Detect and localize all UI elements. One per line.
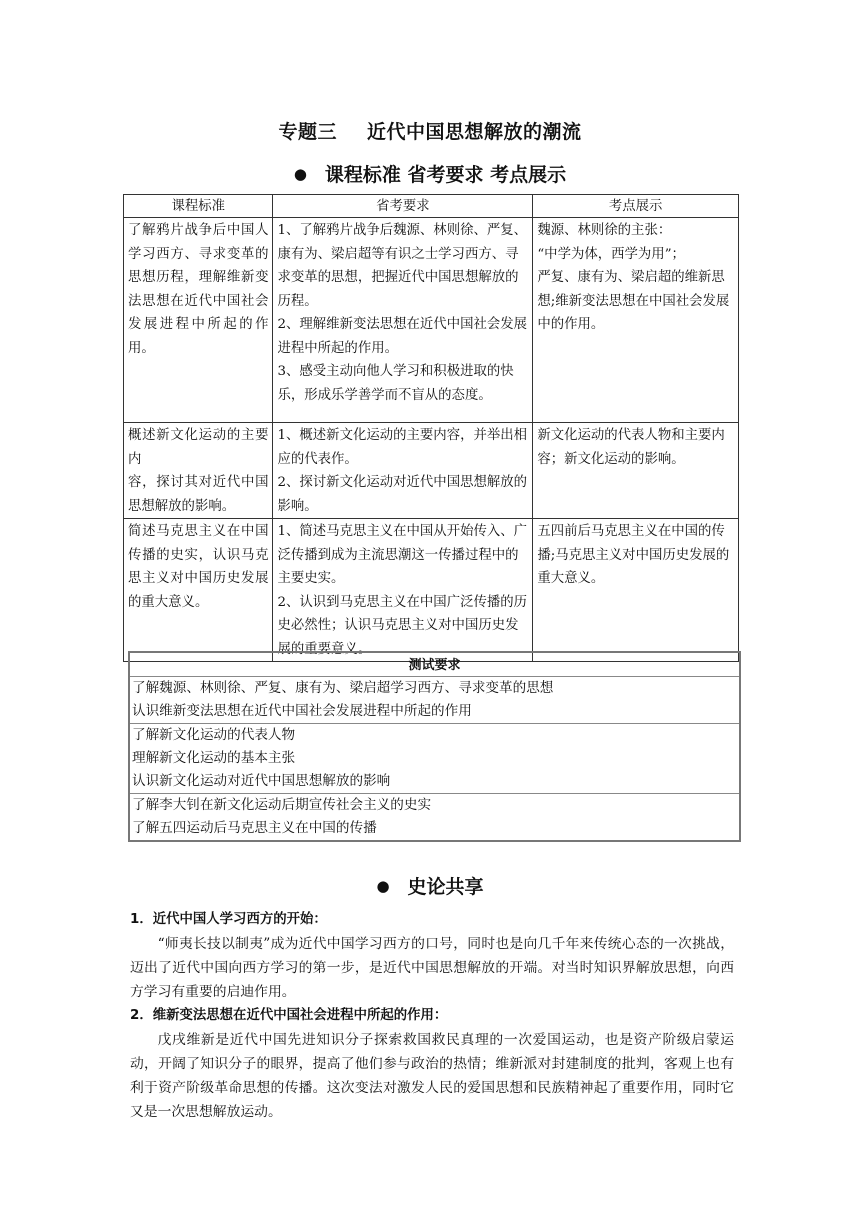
standards-table <box>123 194 739 662</box>
test-group-cell <box>129 677 740 724</box>
column-header: 省考要求 <box>273 195 533 218</box>
section-heading-standards <box>0 160 860 187</box>
requirement-item: 2、理解维新变法思想在近代中国社会发展进程中所起的作用。 <box>277 317 528 356</box>
point-item: 五四前后马克思主义在中国的传播;马克思主义对中国历史发展的重大意义。 <box>537 524 730 586</box>
standard-cell: 了解鸦片战争后中国人学习西方、寻求变革的思想历程，理解维新变法思想在近代中国社会发展进程中所起的作用。 <box>124 218 273 423</box>
table-header-row <box>129 652 740 677</box>
table-header-row <box>124 195 739 218</box>
table-row <box>124 218 739 423</box>
table-row <box>124 519 739 662</box>
test-item: 认识维新变法思想在近代中国社会发展进程中所起的作用 <box>132 703 472 719</box>
column-header: 考点展示 <box>533 195 739 218</box>
table-row <box>124 423 739 519</box>
standard-cell: 简述马克思主义在中国传播的史实，认识马克思主义对中国历史发展的重大意义。 <box>124 519 273 662</box>
table-row <box>129 677 740 724</box>
requirement-item: 1、概述新文化运动的主要内容，并举出相应的代表作。 <box>277 428 528 467</box>
test-group-cell <box>129 794 740 842</box>
section-heading-discussion <box>0 872 860 899</box>
requirement-item: 1、了解鸦片战争后魏源、林则徐、严复、康有为、梁启超等有识之士学习西方、寻求变革的思想，把握近代中国思想解放的历程。 <box>277 223 528 309</box>
standard-cell <box>124 423 273 519</box>
discussion-heading: 2．维新变法思想在近代中国社会进程中所起的作用： <box>130 1008 448 1023</box>
discussion-heading: 1．近代中国人学习西方的开始： <box>130 912 327 927</box>
discussion-section <box>130 908 734 1124</box>
table-row <box>129 724 740 794</box>
column-header: 课程标准 <box>124 195 273 218</box>
point-item: 魏源、林则徐的主张： <box>537 223 672 238</box>
bullet-icon: ● <box>376 877 390 895</box>
title-part2: 近代中国思想解放的潮流 <box>367 121 582 143</box>
standard-line: 概述新文化运动的主要内 <box>128 428 269 467</box>
point-item: “中学为体，西学为用”； <box>537 246 685 262</box>
requirements-cell <box>273 519 533 662</box>
test-item: 理解新文化运动的基本主张 <box>132 750 296 766</box>
test-requirements-table <box>128 651 741 842</box>
test-item: 了解李大钊在新文化运动后期宣传社会主义的史实 <box>132 797 432 813</box>
points-cell <box>533 519 739 662</box>
requirements-cell <box>273 423 533 519</box>
requirement-item: 1、简述马克思主义在中国从开始传入、广泛传播到成为主流思潮这一传播过程中的主要史实。 <box>277 524 528 586</box>
section-heading-text: 课程标准 省考要求 考点展示 <box>324 164 567 186</box>
standard-line: 容，探讨其对近代中国思想解放的影响。 <box>128 475 269 514</box>
bullet-icon: ● <box>293 165 307 183</box>
test-item: 了解五四运动后马克思主义在中国的传播 <box>132 820 377 836</box>
points-cell <box>533 218 739 423</box>
point-item: 新文化运动的代表人物和主要内容；新文化运动的影响。 <box>537 428 725 467</box>
title-part1: 专题三 <box>278 121 337 143</box>
discussion-paragraph: 戊戌维新是近代中国先进知识分子探索救国救民真理的一次爱国运动，也是资产阶级启蒙运动，开阔了知识分子的眼界，提高了他们参与政治的热情；维新派对封建制度的批判，客观上也有利于资产阶级革命思想的传播。这次变法对激发人民的爱国思想和民族精神起了重要作用，同时它又是一次思想解放运动。 <box>130 1032 734 1120</box>
test-item: 了解魏源、林则徐、严复、康有为、梁启超学习西方、寻求变革的思想 <box>132 680 554 696</box>
test-table-header: 测试要求 <box>129 652 740 677</box>
requirements-cell <box>273 218 533 423</box>
page-title <box>0 117 860 144</box>
discussion-paragraph: “师夷长技以制夷”成为近代中国学习西方的口号，同时也是向几千年来传统心态的一次挑战，迈出了近代中国向西方学习的第一步，是近代中国思想解放的开端。对当时知识界解放思想，向西方学习有重要的启迪作用。 <box>130 936 734 1000</box>
table-row <box>129 794 740 842</box>
test-item: 了解新文化运动的代表人物 <box>132 727 296 743</box>
requirement-item: 3、感受主动向他人学习和积极进取的快乐，形成乐学善学而不盲从的态度。 <box>277 364 514 403</box>
test-group-cell <box>129 724 740 794</box>
requirement-item: 2、认识到马克思主义在中国广泛传播的历史必然性；认识马克思主义对中国历史发展的重要意义。 <box>277 594 528 657</box>
point-item: 严复、康有为、梁启超的维新思想;维新变法思想在中国社会发展中的作用。 <box>537 270 730 332</box>
points-cell <box>533 423 739 519</box>
requirement-item: 2、探讨新文化运动对近代中国思想解放的影响。 <box>277 475 528 514</box>
section-heading-text: 史论共享 <box>407 876 484 898</box>
test-item: 认识新文化运动对近代中国思想解放的影响 <box>132 773 391 789</box>
